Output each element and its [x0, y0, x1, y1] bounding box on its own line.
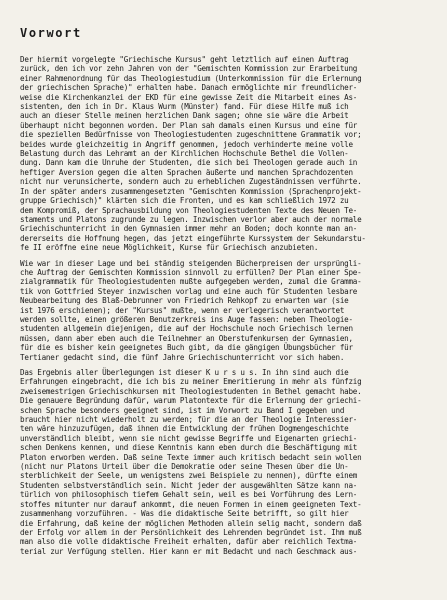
- text-line: tik von Gottfried Steyer inzwischen vorlag und eine auch für Studenten lesbare: [20, 286, 358, 296]
- paragraph: [20, 55, 430, 253]
- text-line: Die genauere Begründung dafür, warum Platontexte für die Erlernung der griechi-: [20, 396, 362, 406]
- preface-body: [20, 55, 430, 562]
- text-line: Der hiermit vorgelegte "Griechische Kursus" geht letztlich auf einen Auftrag: [20, 55, 349, 64]
- text-line: schen Sprache besonders geeignet sind, ist im Vorwort zu Band I gegeben und: [20, 405, 345, 415]
- text-line: fe II eröffne eine neue Möglichkeit, Kurse für Griechisch anzubieten.: [20, 243, 319, 253]
- text-line: unverständlich bleibt, wenn sie nicht gewisse Begriffe und Eigenarten griechi-: [20, 433, 358, 443]
- text-line: weise die Kirchenkanzlei der EKD für eine gewisse Zeit die Mitarbeit eines As-: [20, 92, 358, 102]
- text-line: In der später anders zusammengesetzten "Gemischten Kommission (Sprachenprojekt-: [20, 186, 362, 196]
- text-line: Neubearbeitung des Blaß-Debrunner von Friedrich Rehkopf zu erwarten war (sie: [20, 296, 349, 306]
- text-line: für die es bisher kein geeignetes Buch gibt, da die gängigen Übungsbücher für: [20, 343, 353, 353]
- text-line: dererseits die Hoffnung hegen, das jetzt eingeführte Kurssystem der Sekundarstu-: [20, 233, 366, 243]
- text-line: che Auftrag der Gemischten Kommission sinnvoll zu erfüllen? Der Plan einer Spe-: [20, 267, 362, 277]
- text-line: der Erfolg vor allem in der Persönlichkeit des Lehrenden begründet ist. Ihm muß: [20, 527, 362, 537]
- paragraph: [20, 259, 430, 362]
- text-line: heftiger Aversion gegen die alten Sprachen äußerte und manchen Sprachdozenten: [20, 167, 353, 177]
- text-line: türlich von philosophisch tiefem Gehalt sein, weil es bei Vorführung des Lern-: [20, 490, 358, 500]
- text-line: terial zur Verfügung stellen. Hier kann er mit Bedacht und nach Geschmack aus-: [20, 546, 358, 556]
- text-line: studenten allgemein diejenigen, die auf der Hochschule noch Griechisch lernen: [20, 324, 353, 334]
- text-line: nicht nur verunsicherte, sondern auch zu erheblichen Zugeständnissen verführte.: [20, 177, 362, 187]
- page-title: Vorwort: [20, 26, 82, 40]
- text-line: stoffes mitunter nur darauf ankommt, die neuen Formen in einem geeigneten Text-: [20, 499, 362, 509]
- text-line: Erfahrungen eingebracht, die ich bis zu meiner Emeritierung in mehr als fünfzig: [20, 377, 362, 387]
- text-line: Platon erworben werden. Daß seine Texte immer auch kritisch bedacht sein wollen: [20, 452, 362, 462]
- text-line: dem Kompromiß, der Sprachausbildung von Theologiestudenten Texte des Neuen Te-: [20, 205, 358, 215]
- text-line: ten wäre hinzuzufügen, daß ihnen die Entwicklung der frühen Dogmengeschichte: [20, 424, 349, 434]
- text-line: zweisemestrigen Griechischkursen mit Theologiestudenten in Bethel gemacht habe.: [20, 386, 362, 396]
- text-line: Studenten selbstverständlich sein. Nicht jeder der ausgewählten Sätze kann na-: [20, 480, 358, 490]
- text-line: Belastung durch das Lehramt an der Kirchlichen Hochschule Bethel die Vollen-: [20, 149, 349, 159]
- text-line: die Erfahrung, daß keine der möglichen Methoden allein selig macht, sondern daß: [20, 518, 362, 528]
- text-line: müssen, dann aber eben auch die Teilnehmer an Oberstufenkursen der Gymnasien,: [20, 333, 353, 343]
- text-line: (nicht nur Platons Urteil über die Demokratie oder seine Thesen über die Un-: [20, 462, 349, 472]
- text-line: die speziellen Bedürfnisse von Theologiestudenten zugeschnittene Grammatik vor;: [20, 130, 362, 140]
- text-line: sterblichkeit der Seele, um wenigstens zwei Beispiele zu nennen), dürfte einem: [20, 471, 358, 481]
- text-line: dung. Dann kam die Unruhe der Studenten, die sich bei Theologen gerade auch in: [20, 158, 358, 168]
- text-line: zusammenhang vorzuführen. - Was die didaktische Seite betrifft, so gilt hier: [20, 509, 349, 519]
- text-line: Das Ergebnis aller Überlegungen ist dieser K u r s u s. In ihn sind auch die: [20, 368, 349, 377]
- text-line: schen Denkens kennen, und diese Kenntnis kann eben durch die Beschäftigung mit: [20, 443, 358, 453]
- paragraph: [20, 368, 430, 556]
- text-line: zurück, den ich vor zehn Jahren von der "Gemischten Kommission zur Erarbeitung: [20, 64, 358, 74]
- text-line: auch an dieser Stelle meinen herzlichen Dank sagen; ohne sie wäre die Arbeit: [20, 111, 349, 121]
- text-line: beides wurde gleichzeitig in Angriff genommen, jedoch verhinderte meine volle: [20, 139, 353, 149]
- text-line: werden sollte, einen größeren Benutzerkreis ins Auge fassen: neben Theologie-: [20, 314, 353, 324]
- text-line: gruppe Griechisch)" klärten sich die Fronten, und es kam schließlich 1972 zu: [20, 196, 349, 206]
- text-line: Tertianer gedacht sind, die fünf Jahre Griechischunterricht vor sich haben.: [20, 352, 345, 362]
- text-line: braucht hier nicht wiederholt zu werden; für die an der Theologie Interessier-: [20, 415, 358, 425]
- text-line: Griechischunterricht in den Gymnasien immer mehr an Boden; doch konnte man an-: [20, 224, 358, 234]
- text-line: einer Rahmenordnung für das Theologiestudium (Unterkommission für die Erlernung: [20, 73, 362, 83]
- text-line: ist 1976 erschienen); der "Kursus" mußte, wenn er verlegerisch verantwortet: [20, 305, 345, 315]
- text-line: sistenten, den ich in Dr. Klaus Wurm (Münster) fand. Für diese Hilfe muß ich: [20, 102, 349, 112]
- text-line: Wie war in dieser Lage und bei ständig steigenden Bücherpreisen der ursprüngli-: [20, 258, 362, 268]
- text-line: der griechischen Sprache)" erhalten habe. Danach ermöglichte mir freundlicher-: [20, 83, 358, 93]
- text-line: staments und Platons zugrunde zu legen. Inzwischen verlor aber auch der normale: [20, 214, 362, 224]
- text-line: überhaupt nicht begonnen worden. Der Plan sah damals einen Kursus und eine für: [20, 120, 358, 130]
- text-line: zialgrammatik für Theologiestudenten mußte aufgegeben werden, zumal die Gramma-: [20, 277, 362, 287]
- text-line: man also die volle didaktische Freiheit erhalten, dafür aber reichlich Textma-: [20, 537, 358, 547]
